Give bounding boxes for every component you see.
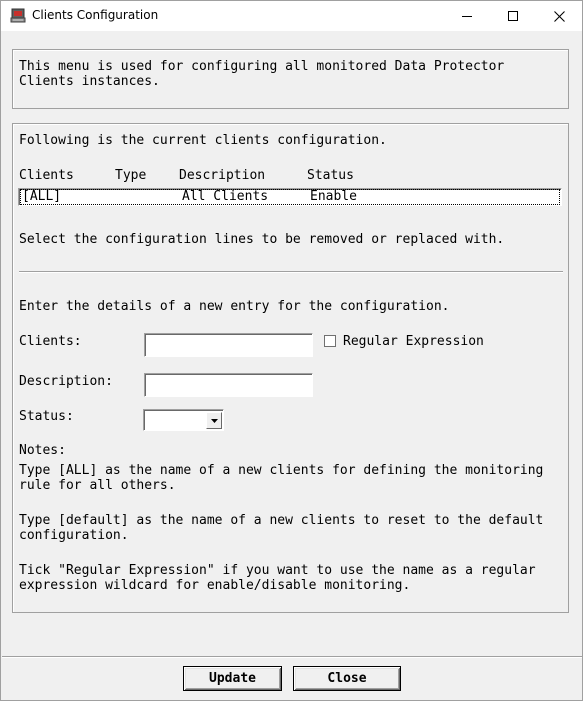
status-label: Status:: [19, 409, 74, 424]
note-3-line-1: Tick "Regular Expression" if you want to use the name as a regular: [19, 563, 536, 578]
window-title: Clients Configuration: [32, 8, 159, 22]
column-header-type[interactable]: Type: [115, 168, 147, 183]
status-dropdown-button[interactable]: [206, 412, 222, 429]
configuration-list[interactable]: [18, 188, 562, 206]
column-header-description[interactable]: Description: [179, 168, 266, 183]
intro-panel: [12, 49, 569, 109]
regular-expression-label[interactable]: Regular Expression: [343, 334, 484, 349]
update-button[interactable]: Update: [183, 666, 282, 691]
button-bar-separator: [2, 656, 582, 658]
row-description-cell: All Clients: [182, 189, 269, 204]
clients-input[interactable]: [144, 333, 313, 357]
maximize-button[interactable]: [490, 1, 536, 31]
close-icon: [554, 11, 565, 22]
section-divider: [19, 271, 563, 273]
row-clients-cell: [ALL]: [22, 189, 62, 204]
close-button[interactable]: Close: [293, 666, 401, 691]
title-bar[interactable]: [1, 1, 582, 31]
note-2-line-2: configuration.: [19, 528, 129, 543]
minimize-button[interactable]: [444, 1, 490, 31]
chevron-down-icon: [211, 419, 218, 423]
note-1-line-2: rule for all others.: [19, 478, 176, 493]
description-label: Description:: [19, 374, 113, 389]
notes-heading: Notes:: [19, 443, 66, 458]
note-2-line-1: Type [default] as the name of a new clients to reset to the default: [19, 513, 544, 528]
new-entry-heading: Enter the details of a new entry for the configuration.: [19, 299, 450, 314]
data-protector-app-icon: [10, 8, 26, 24]
column-header-clients[interactable]: Clients: [19, 168, 74, 183]
minimize-icon: [462, 11, 472, 21]
status-select[interactable]: [143, 409, 224, 431]
current-config-heading: Following is the current clients configuration.: [19, 133, 387, 148]
maximize-icon: [508, 11, 518, 21]
table-row[interactable]: [21, 190, 559, 204]
intro-line-1: This menu is used for configuring all monitored Data Protector: [19, 59, 505, 74]
note-1-line-1: Type [ALL] as the name of a new clients for defining the monitoring: [19, 463, 544, 478]
close-window-button[interactable]: [536, 1, 582, 31]
intro-line-2: Clients instances.: [19, 74, 160, 89]
select-lines-hint: Select the configuration lines to be removed or replaced with.: [19, 232, 505, 247]
regular-expression-checkbox[interactable]: [324, 335, 336, 347]
description-input[interactable]: [144, 373, 313, 397]
row-status-cell: Enable: [310, 189, 357, 204]
column-header-status[interactable]: Status: [307, 168, 354, 183]
clients-label: Clients:: [19, 334, 82, 349]
note-3-line-2: expression wildcard for enable/disable monitoring.: [19, 578, 411, 593]
